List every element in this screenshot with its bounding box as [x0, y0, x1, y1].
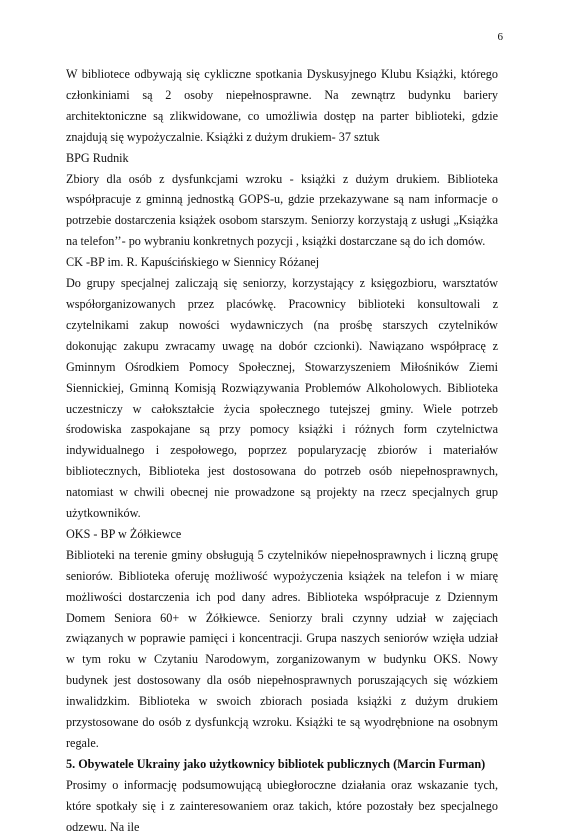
document-body	[66, 64, 498, 838]
section-heading-ukraine: 5. Obywatele Ukrainy jako użytkownicy bibliotek publicznych (Marcin Furman)	[66, 756, 486, 771]
paragraph-rudnik: Zbiory dla osób z dysfunkcjami wzroku - książki z dużym drukiem. Biblioteka współpracuje z gminną jednostką GOPS-u, gdzie przekazywane są nam informacje o potrzebie dostarczenia książek osobom starszym. Seniorzy korzystają z usługi „Książka na telefon’’- po wybraniu konkretnych pozycji , książki dostarczane są do ich domów.	[66, 171, 498, 249]
paragraph-ukraine-intro: Prosimy o informację podsumowującą ubiegłoroczne działania oraz wskazanie tych, które spotkały się i z zainteresowaniem oraz takich, które pozostały bez specjalnego odzewu. Na ile	[66, 777, 498, 834]
section-heading-bpg-rudnik: BPG Rudnik	[66, 150, 129, 165]
paragraph-siennica: Do grupy specjalnej zaliczają się seniorzy, korzystający z księgozbioru, warsztatów współorganizowanych przez placówkę. Pracownicy biblioteki konsultowali z czytelnikami zakup nowości wydawniczych (na prośbę starszych czytelników dokonując zakupu zwracamy uwagę na dobór czcionki). Nawiązano współpracę z Gminnym Ośrodkiem Pomocy Społecznej, Stowarzyszeniem Miłośników Ziemi Siennickiej, Gminną Komisją Rozwiązywania Problemów Alkoholowych. Biblioteka uczestniczy w całokształcie życia społecznego tutejszej gminy. Wiele potrzeb środowiska zaspokajane są przy pomocy książki i różnych form czytelnictwa indywidualnego i zespołowego, poprzez popularyzację zbiorów i materiałów bibliotecznych, Biblioteka jest dostosowana do potrzeb osób niepełnosprawnych, natomiast w chwili obecnej nie prowadzone są projekty na rzecz specjalnych grup użytkowników.	[66, 276, 498, 521]
section-heading-oks-bp-zolkiewka: OKS - BP w Żółkiewce	[66, 526, 182, 541]
section-heading-ck-bp-siennica: CK -BP im. R. Kapuścińskiego w Siennicy Różanej	[66, 255, 320, 270]
page-number: 6	[497, 31, 503, 43]
paragraph-zolkiewka: Biblioteki na terenie gminy obsługują 5 czytelników niepełnosprawnych i liczną grupę seniorów. Biblioteka oferuję możliwość wypożyczenia książek na telefon i w miarę możliwości dostarczenia ich pod dany adres. Biblioteka współpracuje z Dziennym Domem Seniora 60+ w Żółkiewce. Seniorzy brali czynny udział w zajęciach związanych w poprawie pamięci i koncentracji. Grupa naszych seniorów wzięła udział w tym roku w Czytaniu Narodowym, zorganizowanym w budynku OKS. Nowy budynek jest dostosowany dla osób niepełnosprawnych poruszających się wózkiem inwalidzkim. Biblioteka w swoich zbiorach posiada książki z dużym drukiem przystosowane do osób z dysfunkcją wzroku. Książki te są wyodrębnione na osobnym regale.	[66, 547, 498, 750]
paragraph-klub-ksiazki: W bibliotece odbywają się cykliczne spotkania Dyskusyjnego Klubu Książki, którego członkiniami są 2 osoby niepełnosprawne. Na zewnątrz budynku bariery architektoniczne są zlikwidowane, co umożliwia dostęp na parter biblioteki, gdzie znajdują się wypożyczalnie. Książki z dużym drukiem- 37 sztuk	[66, 67, 498, 144]
